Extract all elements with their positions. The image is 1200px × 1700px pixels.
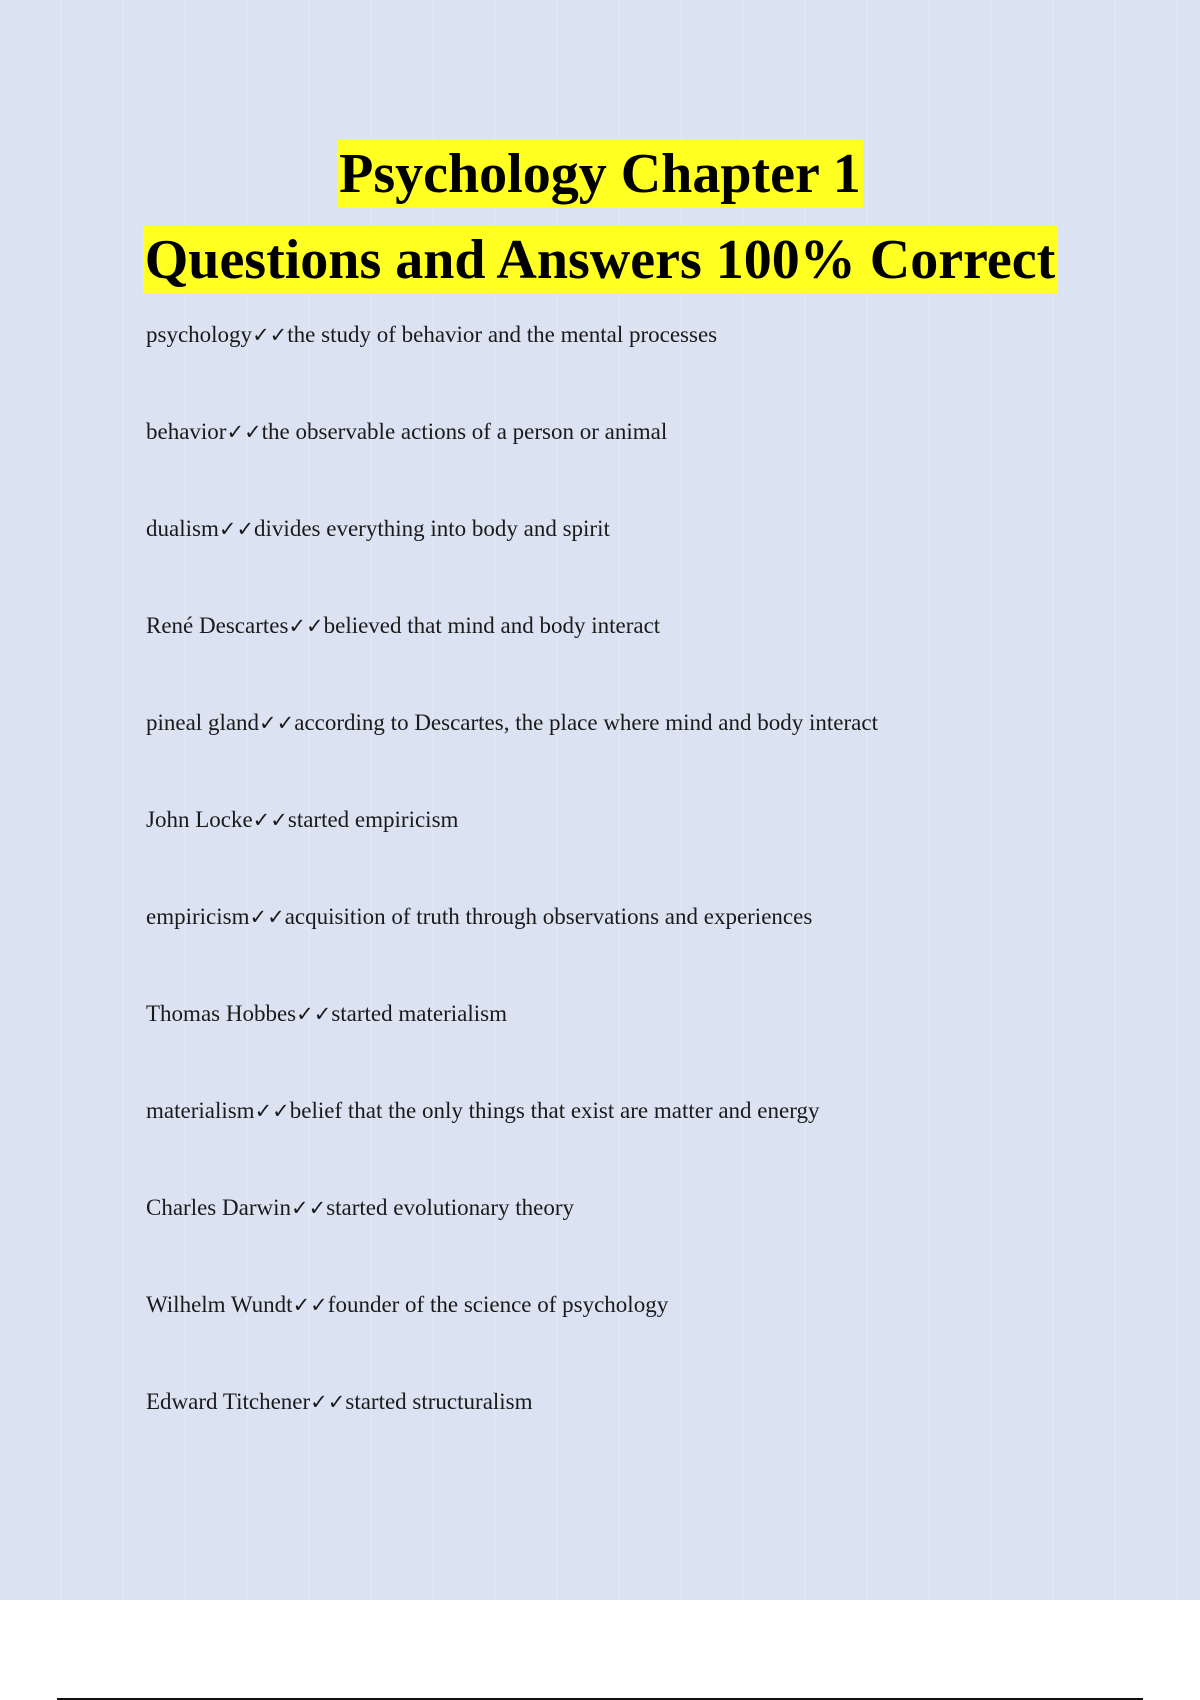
document-title — [0, 140, 1200, 312]
qa-item-charles-darwin — [146, 1191, 1146, 1288]
qa-term: John Locke — [146, 807, 253, 832]
qa-item-rene-descartes — [146, 609, 1146, 706]
double-check-icon: ✓✓ — [226, 420, 262, 444]
qa-item-behavior — [146, 415, 1146, 512]
qa-term: psychology — [146, 322, 253, 347]
qa-item-dualism — [146, 512, 1146, 609]
double-check-icon: ✓✓ — [254, 1099, 290, 1123]
qa-term: Wilhelm Wundt — [146, 1292, 293, 1317]
double-check-icon: ✓✓ — [259, 711, 295, 735]
qa-definition: the study of behavior and the mental processes — [287, 322, 718, 347]
qa-item-materialism — [146, 1094, 1146, 1191]
double-check-icon: ✓✓ — [288, 614, 324, 638]
qa-definition: started evolutionary theory — [326, 1195, 575, 1220]
qa-item-edward-titchener — [146, 1385, 1146, 1482]
qa-term: behavior — [146, 419, 227, 444]
qa-definition: the observable actions of a person or animal — [261, 419, 668, 444]
qa-term: dualism — [146, 516, 219, 541]
qa-term: materialism — [146, 1098, 255, 1123]
qa-item-john-locke — [146, 803, 1146, 900]
qa-term: pineal gland — [146, 710, 260, 735]
double-check-icon: ✓✓ — [252, 808, 288, 832]
qa-definition: started materialism — [331, 1001, 507, 1026]
qa-definition: believed that mind and body interact — [323, 613, 661, 638]
double-check-icon: ✓✓ — [310, 1390, 346, 1414]
qa-item-thomas-hobbes — [146, 997, 1146, 1094]
qa-item-pineal-gland — [146, 706, 1146, 803]
qa-term: empiricism — [146, 904, 250, 929]
qa-item-empiricism — [146, 900, 1146, 997]
qa-definition: started empiricism — [287, 807, 459, 832]
qa-list — [146, 318, 1146, 1482]
qa-term: René Descartes — [146, 613, 289, 638]
qa-definition: divides everything into body and spirit — [254, 516, 610, 541]
qa-term: Charles Darwin — [146, 1195, 291, 1220]
qa-item-psychology — [146, 318, 1146, 415]
qa-term: Edward Titchener — [146, 1389, 311, 1414]
title-line-2: Questions and Answers 100% Correct — [143, 226, 1058, 294]
double-check-icon: ✓✓ — [292, 1293, 328, 1317]
double-check-icon: ✓✓ — [249, 905, 285, 929]
double-check-icon: ✓✓ — [218, 517, 255, 541]
qa-definition: according to Descartes, the place where mind and body interact — [294, 710, 878, 735]
double-check-icon: ✓✓ — [252, 323, 288, 347]
qa-item-wilhelm-wundt — [146, 1288, 1146, 1385]
title-line-1: Psychology Chapter 1 — [337, 140, 863, 208]
qa-definition: acquisition of truth through observations and experiences — [284, 904, 813, 929]
qa-definition: started structuralism — [345, 1389, 533, 1414]
double-check-icon: ✓✓ — [291, 1196, 327, 1220]
qa-definition: founder of the science of psychology — [327, 1292, 669, 1317]
double-check-icon: ✓✓ — [296, 1002, 332, 1026]
qa-definition: belief that the only things that exist are matter and energy — [289, 1098, 820, 1123]
qa-term: Thomas Hobbes — [146, 1001, 297, 1026]
